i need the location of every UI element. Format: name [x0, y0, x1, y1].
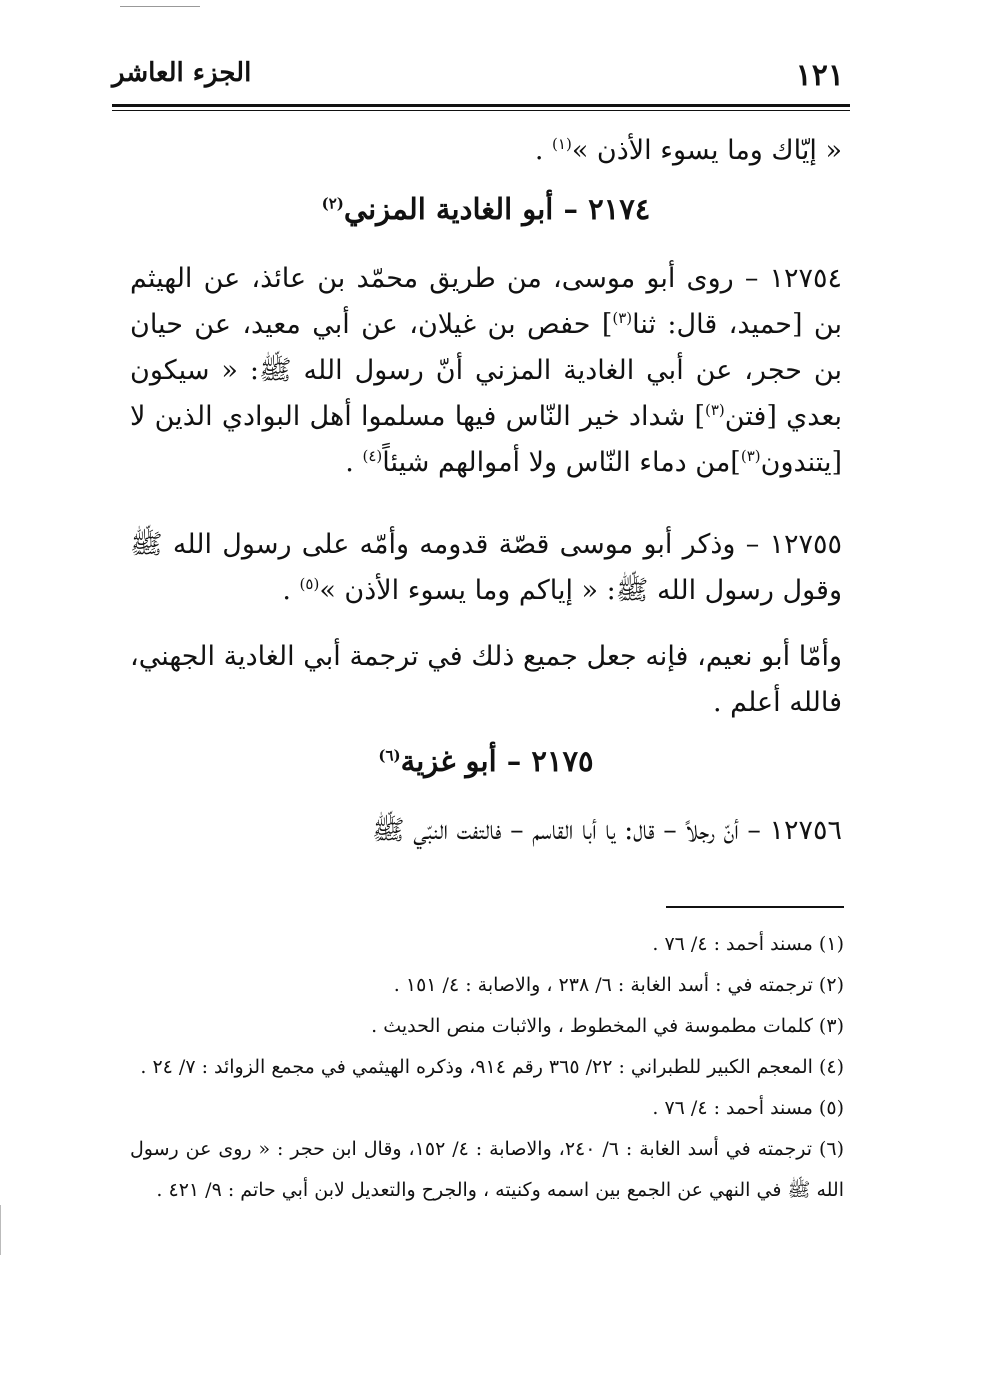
- footnote-1: (١) مسند أحمد : ٤/ ٧٦ .: [652, 933, 844, 955]
- footnote-3: (٣) كلمات مطموسة في المخطوط ، والاثبات منص الحديث .: [371, 1015, 844, 1037]
- entry-heading-2175: [130, 744, 842, 778]
- header-rule: [112, 104, 850, 107]
- entry-heading-2175-text: ٢١٧٥ – أبو غزية: [400, 744, 594, 778]
- paragraph-1-text: « إيّاك وما يسوء الأذن »: [571, 135, 842, 166]
- header-rule-thin: [112, 110, 850, 111]
- footnote-ref-1: (١): [552, 135, 572, 153]
- scan-edge-mark: [120, 6, 200, 7]
- paragraph-1: [130, 128, 842, 174]
- paragraph-12754: [130, 256, 842, 486]
- paragraph-12754-b: ] حفص بن غيلان، عن أبي معيد، عن حيان بن حجر، عن أبي الغادية المزني أنّ رسول الله ﷺ: « سيكون بعدي [فتن: [130, 309, 842, 432]
- paragraph-12754-d: ]من دماء النّاس ولا أموالهم شيئاً: [382, 447, 741, 478]
- paragraph-12755: [130, 522, 842, 614]
- footnotes: [130, 924, 844, 1211]
- entry-heading-2174-text: ٢١٧٤ – أبو الغادية المزني: [343, 192, 651, 226]
- footnote-5: (٥) مسند أحمد : ٤/ ٧٦ .: [652, 1097, 844, 1119]
- paragraph-1-end: .: [534, 135, 553, 166]
- scan-margin-line: [0, 1205, 1, 1255]
- footnote-ref-3b: (٣): [705, 401, 725, 419]
- footnote-6: (٦) ترجمته في أسد الغابة : ٦/ ٢٤٠، والاصابة : ٤/ ١٥٢، وقال ابن حجر : « روى عن رسول الله ﷺ في النهي عن الجمع بين اسمه وكنيته ، والجرح والتعديل لابن أبي حاتم : ٩/ ٤٢١ .: [130, 1138, 844, 1201]
- paragraph-12754-a: ١٢٧٥٤ – روى أبو موسى، من طريق محمّد بن عائذ، عن الهيثم بن [حميد، قال: ثنا: [130, 263, 842, 340]
- paragraph-12755-end: .: [282, 575, 300, 606]
- footnote-separator: [666, 906, 844, 908]
- paragraph-12754-end: .: [345, 447, 363, 478]
- footnote-ref-4: (٤): [362, 447, 383, 465]
- paragraph-abu-nuaym: وأمّا أبو نعيم، فإنه جعل جميع ذلك في ترجمة أبي الغادية الجهني، فالله أعلم .: [130, 641, 842, 718]
- footnote-4: (٤) المعجم الكبير للطبراني : ٢٢/ ٣٦٥ رقم ٩١٤، وذكره الهيثمي في مجمع الزوائد : ٧/ ٢٤ .: [140, 1056, 844, 1078]
- footnote-ref-2: (٢): [321, 194, 344, 213]
- footnote-ref-6: (٦): [378, 746, 401, 765]
- running-title: الجزء العاشر: [112, 58, 252, 88]
- paragraph-12755-a: ١٢٧٥٥ – وذكر أبو موسى قصّة قدومه وأمّه على رسول الله ﷺ وقول رسول الله ﷺ: « إياكم وما يسوء الأذن »: [130, 529, 842, 606]
- entry-heading-2174: [130, 192, 842, 226]
- footnote-ref-3a: (٣): [612, 309, 633, 327]
- paragraph-12756: ١٢٧٥٦ – أنّ رجلاً – قال: يا أبا القاسم – فالتفت النبّي ﷺ: [372, 815, 842, 846]
- footnote-2: (٢) ترجمته في : أسد الغابة : ٦/ ٢٣٨ ، والاصابة : ٤/ ١٥١ .: [393, 974, 844, 996]
- footnote-ref-5: (٥): [299, 575, 320, 593]
- footnote-ref-3c: (٣): [740, 447, 761, 465]
- page-number: ١٢١: [795, 58, 844, 93]
- paragraph-12754-c: ] شداد خير النّاس فيها مسلموا أهل البوادي الذين لا [يتندون: [130, 401, 842, 478]
